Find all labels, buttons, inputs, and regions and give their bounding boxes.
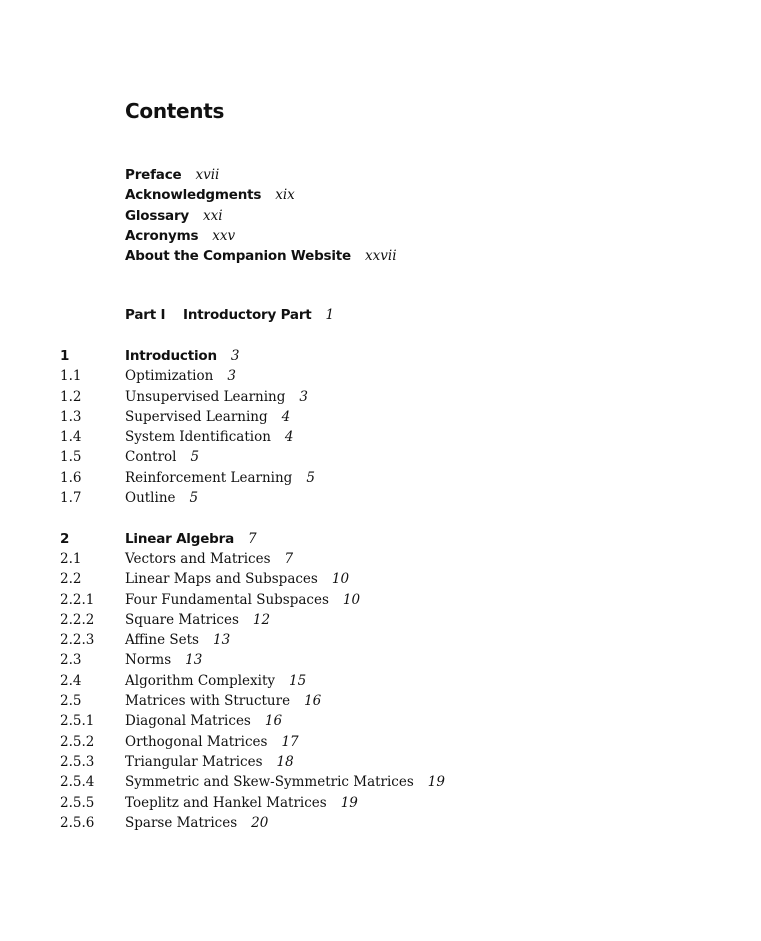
front-matter-label: Glossary — [125, 207, 190, 224]
entry-title-group — [125, 346, 239, 366]
entry-title: Unsupervised Learning — [125, 388, 286, 405]
entry-page: 16 — [304, 693, 322, 710]
entry-page: 4 — [284, 429, 294, 446]
entry-number: 2.3 — [60, 652, 82, 669]
front-matter-label: Acronyms — [125, 227, 199, 244]
entry-page: 12 — [252, 611, 271, 628]
entry-title-group — [125, 407, 290, 427]
entry-title: Optimization — [125, 368, 214, 385]
entry-page: 13 — [185, 652, 203, 669]
front-matter-item[interactable] — [125, 206, 397, 226]
entry-title-group — [125, 366, 236, 386]
entry-page: 18 — [276, 753, 294, 770]
entry-title-group — [125, 793, 358, 813]
entry-title: Reinforcement Learning — [125, 469, 293, 486]
entry-title: Triangular Matrices — [125, 753, 263, 770]
entry-number: 2.2.1 — [60, 591, 95, 608]
entry-title: Square Matrices — [125, 611, 239, 628]
entry-title: Introduction — [125, 348, 217, 364]
entry-title: Symmetric and Skew-Symmetric Matrices — [125, 774, 414, 791]
entry-title: Four Fundamental Subspaces — [125, 591, 329, 608]
entry-page: 5 — [306, 469, 315, 486]
entry-number: 2.1 — [60, 550, 82, 567]
entry-page: 19 — [427, 774, 445, 791]
entry-number: 2.5 — [60, 693, 82, 710]
entry-title-group — [125, 590, 360, 610]
entry-title-group — [125, 468, 315, 488]
entry-number: 2 — [60, 530, 70, 547]
entry-title: Orthogonal Matrices — [125, 733, 268, 750]
entry-title: Norms — [125, 652, 172, 669]
entry-title-group — [125, 447, 199, 467]
entry-title-group — [125, 711, 282, 731]
entry-number: 2.4 — [60, 672, 82, 689]
entry-number: 1.5 — [60, 449, 82, 466]
front-matter-item[interactable] — [125, 226, 397, 246]
entry-number: 2.5.3 — [60, 753, 95, 770]
entry-title-group — [125, 549, 293, 569]
entry-number: 2.5.2 — [60, 733, 95, 750]
entry-title-group — [125, 772, 445, 792]
entry-title: Vectors and Matrices — [125, 550, 271, 567]
entry-title-group — [125, 813, 268, 833]
front-matter-item[interactable] — [125, 185, 397, 205]
entry-title: Diagonal Matrices — [125, 713, 251, 730]
entry-title: Affine Sets — [125, 632, 199, 649]
entry-page: 5 — [189, 490, 199, 507]
page-title: Contents — [125, 99, 225, 123]
entry-page: 7 — [248, 530, 257, 547]
entry-title: Algorithm Complexity — [125, 672, 276, 689]
entry-number: 2.5.4 — [60, 774, 95, 791]
entry-page: 10 — [331, 571, 350, 588]
entry-title: Outline — [125, 490, 176, 507]
entry-number: 1.7 — [60, 490, 82, 507]
entry-page: 5 — [190, 449, 200, 466]
entry-number: 2.2.3 — [60, 632, 95, 649]
entry-page: 3 — [227, 368, 236, 385]
entry-number: 2.5.1 — [60, 713, 95, 730]
front-matter-page: xvii — [195, 167, 220, 183]
entry-title: Sparse Matrices — [125, 814, 238, 831]
front-matter-item[interactable] — [125, 246, 397, 266]
entry-title-group — [125, 630, 230, 650]
entry-title-group — [125, 427, 293, 447]
front-matter-label: Acknowledgments — [125, 187, 262, 204]
entry-title-group — [125, 387, 308, 407]
front-matter-label: Preface — [125, 167, 182, 183]
entry-page: 19 — [340, 794, 358, 811]
entry-number: 1.3 — [60, 408, 82, 425]
entry-title: Control — [125, 449, 177, 466]
front-matter-item[interactable] — [125, 165, 397, 185]
entry-number: 2.2 — [60, 571, 82, 588]
entry-title: Supervised Learning — [125, 408, 268, 425]
entry-title: System Identification — [125, 429, 271, 446]
front-matter-label: About the Companion Website — [125, 248, 352, 265]
entry-page: 16 — [264, 713, 283, 730]
entry-number: 1 — [60, 348, 70, 364]
entry-page: 17 — [281, 733, 299, 750]
entry-title-group — [125, 752, 294, 772]
entry-title-group — [125, 732, 299, 752]
front-matter-page: xxv — [212, 227, 236, 244]
entry-title: Linear Maps and Subspaces — [125, 571, 318, 588]
entry-page: 13 — [213, 632, 231, 649]
front-matter-page: xxi — [203, 207, 223, 224]
entry-page: 3 — [230, 348, 240, 364]
entry-page: 7 — [284, 550, 294, 567]
entry-title-group — [125, 650, 202, 670]
entry-number: 1.4 — [60, 429, 82, 446]
entry-title-group — [125, 691, 321, 711]
entry-number: 2.5.6 — [60, 814, 95, 831]
entry-title: Toeplitz and Hankel Matrices — [125, 794, 327, 811]
entry-number: 2.5.5 — [60, 794, 95, 811]
part-heading — [125, 305, 334, 325]
entry-page: 15 — [289, 672, 307, 689]
entry-title-group — [125, 488, 198, 508]
entry-title: Matrices with Structure — [125, 693, 291, 710]
part-page: 1 — [325, 307, 335, 323]
entry-page: 20 — [251, 814, 269, 831]
entry-title-group — [125, 529, 257, 549]
entry-number: 1.6 — [60, 469, 82, 486]
entry-number: 2.2.2 — [60, 611, 95, 628]
entry-title: Linear Algebra — [125, 530, 234, 547]
front-matter-list — [125, 165, 397, 266]
entry-title-group — [125, 671, 306, 691]
entry-page: 10 — [342, 591, 361, 608]
entry-number: 1.1 — [60, 368, 82, 385]
part-label: Part I — [125, 307, 166, 323]
entry-title-group — [125, 610, 270, 630]
entry-title-group — [125, 569, 349, 589]
entry-page: 3 — [299, 388, 308, 405]
front-matter-page: xxvii — [365, 248, 397, 265]
front-matter-page: xix — [275, 187, 295, 204]
entry-page: 4 — [281, 408, 291, 425]
part-title: Introductory Part — [183, 307, 312, 323]
entry-number: 1.2 — [60, 388, 82, 405]
